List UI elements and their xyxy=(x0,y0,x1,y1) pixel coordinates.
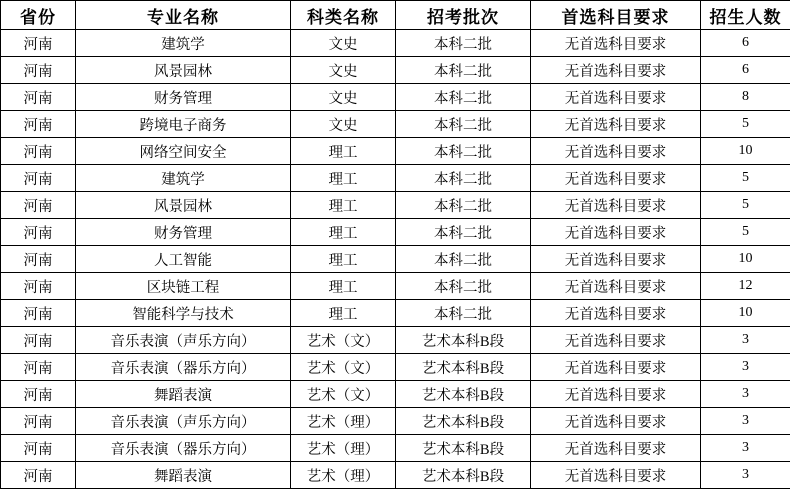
cell-batch: 本科二批 xyxy=(396,111,531,138)
cell-batch: 本科二批 xyxy=(396,246,531,273)
cell-batch: 本科二批 xyxy=(396,192,531,219)
cell-major: 建筑学 xyxy=(76,165,291,192)
cell-batch: 艺术本科B段 xyxy=(396,462,531,489)
cell-batch: 本科二批 xyxy=(396,138,531,165)
cell-province: 河南 xyxy=(1,138,76,165)
cell-enrollment-count: 10 xyxy=(701,246,790,273)
cell-enrollment-count: 3 xyxy=(701,381,790,408)
cell-category: 文史 xyxy=(291,57,396,84)
table-row xyxy=(1,138,790,165)
cell-province: 河南 xyxy=(1,165,76,192)
cell-enrollment-count: 5 xyxy=(701,111,790,138)
cell-province: 河南 xyxy=(1,354,76,381)
cell-major: 财务管理 xyxy=(76,219,291,246)
cell-category: 文史 xyxy=(291,111,396,138)
cell-batch: 本科二批 xyxy=(396,300,531,327)
cell-major: 跨境电子商务 xyxy=(76,111,291,138)
cell-major: 音乐表演（器乐方向） xyxy=(76,354,291,381)
column-header-major: 专业名称 xyxy=(76,1,291,30)
cell-subject-requirement: 无首选科目要求 xyxy=(531,192,701,219)
cell-batch: 本科二批 xyxy=(396,30,531,57)
column-header-enrollment-count: 招生人数 xyxy=(701,1,790,30)
cell-enrollment-count: 12 xyxy=(701,273,790,300)
cell-enrollment-count: 6 xyxy=(701,30,790,57)
cell-category: 艺术（理） xyxy=(291,462,396,489)
cell-major: 音乐表演（声乐方向） xyxy=(76,408,291,435)
cell-major: 人工智能 xyxy=(76,246,291,273)
cell-batch: 艺术本科B段 xyxy=(396,408,531,435)
cell-province: 河南 xyxy=(1,408,76,435)
cell-subject-requirement: 无首选科目要求 xyxy=(531,462,701,489)
cell-enrollment-count: 3 xyxy=(701,408,790,435)
cell-province: 河南 xyxy=(1,462,76,489)
cell-enrollment-count: 3 xyxy=(701,435,790,462)
cell-enrollment-count: 3 xyxy=(701,354,790,381)
table-body xyxy=(1,30,790,489)
table-row xyxy=(1,273,790,300)
cell-province: 河南 xyxy=(1,192,76,219)
table-row xyxy=(1,165,790,192)
cell-subject-requirement: 无首选科目要求 xyxy=(531,84,701,111)
cell-subject-requirement: 无首选科目要求 xyxy=(531,246,701,273)
cell-category: 文史 xyxy=(291,30,396,57)
cell-enrollment-count: 3 xyxy=(701,327,790,354)
cell-category: 艺术（理） xyxy=(291,408,396,435)
cell-province: 河南 xyxy=(1,435,76,462)
column-header-province: 省份 xyxy=(1,1,76,30)
cell-subject-requirement: 无首选科目要求 xyxy=(531,327,701,354)
cell-enrollment-count: 3 xyxy=(701,462,790,489)
table-row xyxy=(1,57,790,84)
cell-batch: 艺术本科B段 xyxy=(396,327,531,354)
cell-batch: 本科二批 xyxy=(396,165,531,192)
cell-enrollment-count: 8 xyxy=(701,84,790,111)
cell-category: 理工 xyxy=(291,192,396,219)
cell-major: 风景园林 xyxy=(76,192,291,219)
cell-batch: 艺术本科B段 xyxy=(396,381,531,408)
cell-subject-requirement: 无首选科目要求 xyxy=(531,165,701,192)
cell-enrollment-count: 10 xyxy=(701,300,790,327)
table-row xyxy=(1,462,790,489)
cell-batch: 本科二批 xyxy=(396,273,531,300)
cell-category: 理工 xyxy=(291,219,396,246)
cell-subject-requirement: 无首选科目要求 xyxy=(531,30,701,57)
cell-major: 财务管理 xyxy=(76,84,291,111)
cell-subject-requirement: 无首选科目要求 xyxy=(531,300,701,327)
cell-province: 河南 xyxy=(1,30,76,57)
cell-subject-requirement: 无首选科目要求 xyxy=(531,219,701,246)
table-row xyxy=(1,327,790,354)
cell-enrollment-count: 5 xyxy=(701,192,790,219)
table-row xyxy=(1,111,790,138)
cell-subject-requirement: 无首选科目要求 xyxy=(531,435,701,462)
table-row xyxy=(1,354,790,381)
column-header-subject-requirement: 首选科目要求 xyxy=(531,1,701,30)
table-row xyxy=(1,84,790,111)
cell-batch: 本科二批 xyxy=(396,84,531,111)
table-row xyxy=(1,30,790,57)
cell-category: 艺术（文） xyxy=(291,354,396,381)
cell-major: 风景园林 xyxy=(76,57,291,84)
table-row xyxy=(1,381,790,408)
table-row xyxy=(1,192,790,219)
cell-batch: 本科二批 xyxy=(396,57,531,84)
cell-province: 河南 xyxy=(1,111,76,138)
cell-category: 理工 xyxy=(291,246,396,273)
cell-major: 网络空间安全 xyxy=(76,138,291,165)
cell-province: 河南 xyxy=(1,300,76,327)
cell-major: 舞蹈表演 xyxy=(76,381,291,408)
column-header-batch: 招考批次 xyxy=(396,1,531,30)
table-row xyxy=(1,219,790,246)
cell-major: 音乐表演（声乐方向） xyxy=(76,327,291,354)
cell-province: 河南 xyxy=(1,246,76,273)
cell-enrollment-count: 5 xyxy=(701,165,790,192)
cell-subject-requirement: 无首选科目要求 xyxy=(531,111,701,138)
cell-province: 河南 xyxy=(1,273,76,300)
cell-province: 河南 xyxy=(1,84,76,111)
table-row xyxy=(1,246,790,273)
cell-batch: 本科二批 xyxy=(396,219,531,246)
cell-province: 河南 xyxy=(1,57,76,84)
cell-subject-requirement: 无首选科目要求 xyxy=(531,381,701,408)
cell-batch: 艺术本科B段 xyxy=(396,435,531,462)
cell-batch: 艺术本科B段 xyxy=(396,354,531,381)
cell-enrollment-count: 5 xyxy=(701,219,790,246)
cell-major: 建筑学 xyxy=(76,30,291,57)
column-header-category: 科类名称 xyxy=(291,1,396,30)
cell-subject-requirement: 无首选科目要求 xyxy=(531,138,701,165)
table-header xyxy=(1,1,790,30)
cell-subject-requirement: 无首选科目要求 xyxy=(531,354,701,381)
cell-subject-requirement: 无首选科目要求 xyxy=(531,408,701,435)
cell-enrollment-count: 6 xyxy=(701,57,790,84)
cell-category: 理工 xyxy=(291,300,396,327)
cell-category: 艺术（理） xyxy=(291,435,396,462)
cell-subject-requirement: 无首选科目要求 xyxy=(531,273,701,300)
cell-category: 理工 xyxy=(291,273,396,300)
cell-major: 舞蹈表演 xyxy=(76,462,291,489)
cell-category: 艺术（文） xyxy=(291,381,396,408)
cell-subject-requirement: 无首选科目要求 xyxy=(531,57,701,84)
table-row xyxy=(1,435,790,462)
cell-province: 河南 xyxy=(1,327,76,354)
cell-category: 文史 xyxy=(291,84,396,111)
table-row xyxy=(1,300,790,327)
cell-province: 河南 xyxy=(1,381,76,408)
cell-major: 区块链工程 xyxy=(76,273,291,300)
table-row xyxy=(1,408,790,435)
table-header-row xyxy=(1,1,790,30)
cell-major: 智能科学与技术 xyxy=(76,300,291,327)
cell-enrollment-count: 10 xyxy=(701,138,790,165)
cell-category: 艺术（文） xyxy=(291,327,396,354)
cell-major: 音乐表演（器乐方向） xyxy=(76,435,291,462)
cell-category: 理工 xyxy=(291,138,396,165)
cell-province: 河南 xyxy=(1,219,76,246)
cell-category: 理工 xyxy=(291,165,396,192)
